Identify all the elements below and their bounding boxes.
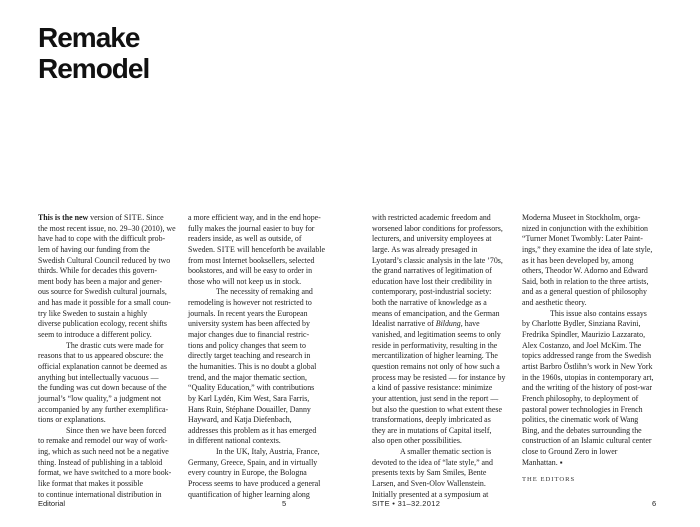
text-line: In the UK, Italy, Austria, France, (216, 447, 320, 457)
body-column-1 (38, 213, 176, 500)
text-line: worsened labor conditions for professors, (372, 223, 503, 233)
text-line: A smaller thematic section is (400, 447, 492, 457)
text-line: have had to cope with the difficult prob- (38, 234, 166, 244)
text-line: politics, the cinematic work of Wang (522, 415, 639, 425)
text-line: major changes due to financial restric- (188, 330, 310, 340)
text-run: SITE (216, 244, 236, 254)
text-line: tions or explanations. (38, 415, 106, 425)
text-line: remodeling is however not restricted to (188, 298, 312, 308)
text-line: journals. In recent years the European (188, 308, 308, 318)
text-line: contemporary, post-industrial society: (372, 287, 492, 297)
text-line: quantification of higher learning along (188, 489, 310, 499)
text-line (188, 245, 325, 256)
text-line: Swedish Cultural Council reduced by two (38, 255, 171, 265)
page-number-left: 5 (282, 499, 287, 508)
text-line: the humanities. This is no doubt a global (188, 361, 317, 371)
text-line (372, 319, 505, 330)
text-line: and as a general question of philosophy (522, 287, 647, 297)
text-run: Bildung (435, 319, 461, 329)
text-line: also open other possibilities. (372, 436, 462, 446)
text-line: try like Sweden to sustain a highly (38, 308, 148, 318)
text-line: but also the question to what extent these (372, 404, 502, 414)
text-run: version of (88, 213, 124, 222)
text-line: lecturers, and university employees at (372, 234, 492, 244)
page-number-right: 6 (652, 499, 657, 508)
text-line: to continue international distribution in (38, 489, 162, 499)
text-line: Germany, Greece, Spain, and in virtually (188, 457, 318, 467)
text-line: the most recent issue, no. 29–30 (2010), we (38, 223, 176, 233)
text-line: the grand narratives of legitimation of (372, 266, 492, 276)
text-line: Said, both in relation to the three artists, (522, 276, 649, 286)
text-line: university system has been affected by (188, 319, 310, 329)
text-line: format, we have switched to a more book- (38, 468, 172, 478)
text-line: Hayward, and Katja Diefenbach, (188, 415, 292, 425)
text-line: question remains not only of how such a (372, 361, 500, 371)
text-line: fully makes the journal easier to buy for (188, 223, 315, 233)
text-line: Alex Costanzo, and Joel McKim. The (522, 340, 642, 350)
text-line: Initially presented at a symposium at (372, 489, 489, 499)
text-line: tions and policy changes that seem to (188, 340, 306, 350)
text-line: by Karl Lydén, Kim West, Sara Farris, (188, 393, 310, 403)
text-line: anything but intellectually vacuous — (38, 372, 159, 382)
body-column-3 (372, 213, 505, 500)
text-line: This issue also contains essays (550, 308, 647, 318)
text-line: Since then we have been forced (66, 425, 167, 435)
text-line: others, Theodor W. Adorno and Edward (522, 266, 648, 276)
text-line: from most Internet booksellers, selected (188, 255, 315, 265)
text-line: French philosophy, to deployment of (522, 393, 639, 403)
text-line: means of emancipation, and the German (372, 308, 500, 318)
text-line: education have lost their credibility in (372, 276, 492, 286)
text-line: and the writing of the history of post-war (522, 383, 652, 393)
text-line: as it has been developed by, among (522, 255, 634, 265)
text-line: trend, and the major thematic section, (188, 372, 307, 382)
text-line: pastoral power technologies in French (522, 404, 643, 414)
text-line: “Turner Monet Twombly: Later Paint- (522, 234, 643, 244)
text-line: Bing, and the debates surrounding the (522, 425, 642, 435)
text-line: to remake and remodel our way of work- (38, 436, 168, 446)
text-line: ous source for Swedish cultural journals, (38, 287, 167, 297)
text-line: a kind of passive resistance: minimize (372, 383, 493, 393)
text-line: diverse publication ecology, recent shifts (38, 319, 167, 329)
text-line: both the narrative of knowledge as a (372, 298, 487, 308)
text-line: nized in conjunction with the exhibition (522, 223, 649, 233)
text-line: in different national contexts. (188, 436, 281, 446)
text-line: topics addressed range from the Swedish (522, 351, 652, 361)
text-line: they are in mutations of Capital itself, (372, 425, 492, 435)
text-line: bookstores, and will be easy to order in (188, 266, 313, 276)
text-line: and aesthetic theory. (522, 298, 587, 308)
text-line: like format that makes it possible (38, 479, 143, 489)
text-line: lem of having our funding from the (38, 244, 150, 254)
text-line: accompanied by any further exemplifica- (38, 404, 169, 414)
text-line: seem to introduce a different policy. (38, 330, 152, 340)
text-run: SITE (123, 213, 143, 222)
text-line: presents texts by Sam Smiles, Bente (372, 468, 487, 478)
text-line: Larsen, and Sven-Olov Wallenstein. (372, 479, 486, 489)
text-line: your attention, just send in the report — (372, 393, 499, 403)
text-line: thirds. While for decades this govern- (38, 266, 158, 276)
text-line (38, 213, 176, 224)
footer-section-label: Editorial (38, 499, 66, 508)
text-line: those who will not keep us in stock. (188, 276, 302, 286)
text-line: with restricted academic freedom and (372, 213, 491, 222)
text-line: construction of an Islamic cultural center (522, 436, 652, 446)
text-line: in the 1960s, utopias in contemporary art, (522, 372, 654, 382)
lead-in-text: This is the new (38, 213, 89, 222)
text-line: Manhattan. ▪ (522, 457, 563, 467)
text-line: a more efficient way, and in the end hope- (188, 213, 321, 222)
text-run: . Since (142, 213, 164, 222)
text-line: thing. Instead of publishing in a tabloid (38, 457, 163, 467)
text-line: artist Barbro Östlihn’s work in New York (522, 361, 653, 371)
text-line: directly target teaching and research in (188, 351, 311, 361)
text-line: Process seems to have produced a general (188, 479, 321, 489)
text-line: reside in performativity, resulting in the (372, 340, 498, 350)
text-line: vanished, and legitimation seems to only (372, 330, 501, 340)
text-line: official explanation cannot be deemed as (38, 361, 167, 371)
text-line: transformations, deeply imbricated as (372, 415, 491, 425)
text-line: every country in Europe, the Bologna (188, 468, 307, 478)
footer-journal-issue: SITE • 31–32.2012 (372, 499, 441, 508)
text-line: by Charlotte Bydler, Sinziana Ravini, (522, 319, 641, 329)
text-line: mercantilization of higher learning. The (372, 351, 498, 361)
text-line: The necessity of remaking and (216, 287, 313, 297)
text-line: addresses this problem as it has emerged (188, 425, 317, 435)
page-title (38, 22, 149, 84)
text-line: “Quality Education,” with contributions (188, 383, 315, 393)
body-column-4 (522, 213, 653, 468)
text-line: The drastic cuts were made for (66, 340, 164, 350)
text-line: large. As was already presaged in (372, 244, 478, 254)
text-run: will henceforth be available (235, 244, 326, 254)
text-line: Hans Ruin, Stéphane Douailler, Danny (188, 404, 311, 414)
text-run: Sweden. (188, 244, 217, 254)
text-line: ment body has been a major and gener- (38, 276, 163, 286)
text-line: Lyotard’s classic analysis in the late ’70s, (372, 255, 503, 265)
text-line: close to Ground Zero in lower (522, 447, 618, 457)
signature: THE EDITORS (522, 476, 576, 483)
text-line: Moderna Museet in Stockholm, orga- (522, 213, 641, 222)
text-line: the funding was cut down because of the (38, 383, 167, 393)
text-line: ings,” they examine the idea of late style, (522, 244, 653, 254)
text-run: , have (460, 319, 480, 329)
text-line: reasons that to us appeared obscure: the (38, 351, 164, 361)
text-line: process may be resisted — for instance by (372, 372, 506, 382)
text-line: and has made it possible for a small coun- (38, 298, 171, 308)
text-line: ing, which as such need not be a negative (38, 447, 169, 457)
text-line: Fredrika Spindler, Maurizio Lazzarato, (522, 330, 646, 340)
title-line-1: Remake (38, 22, 140, 53)
text-line: readers inside, as well as outside, of (188, 234, 302, 244)
text-line: devoted to the idea of “late style,” and (372, 457, 493, 467)
text-line: journal’s “low quality,” a judgment not (38, 393, 162, 403)
text-run: Idealist narrative of (372, 319, 436, 329)
title-line-2: Remodel (38, 53, 150, 84)
body-column-2 (188, 213, 325, 500)
